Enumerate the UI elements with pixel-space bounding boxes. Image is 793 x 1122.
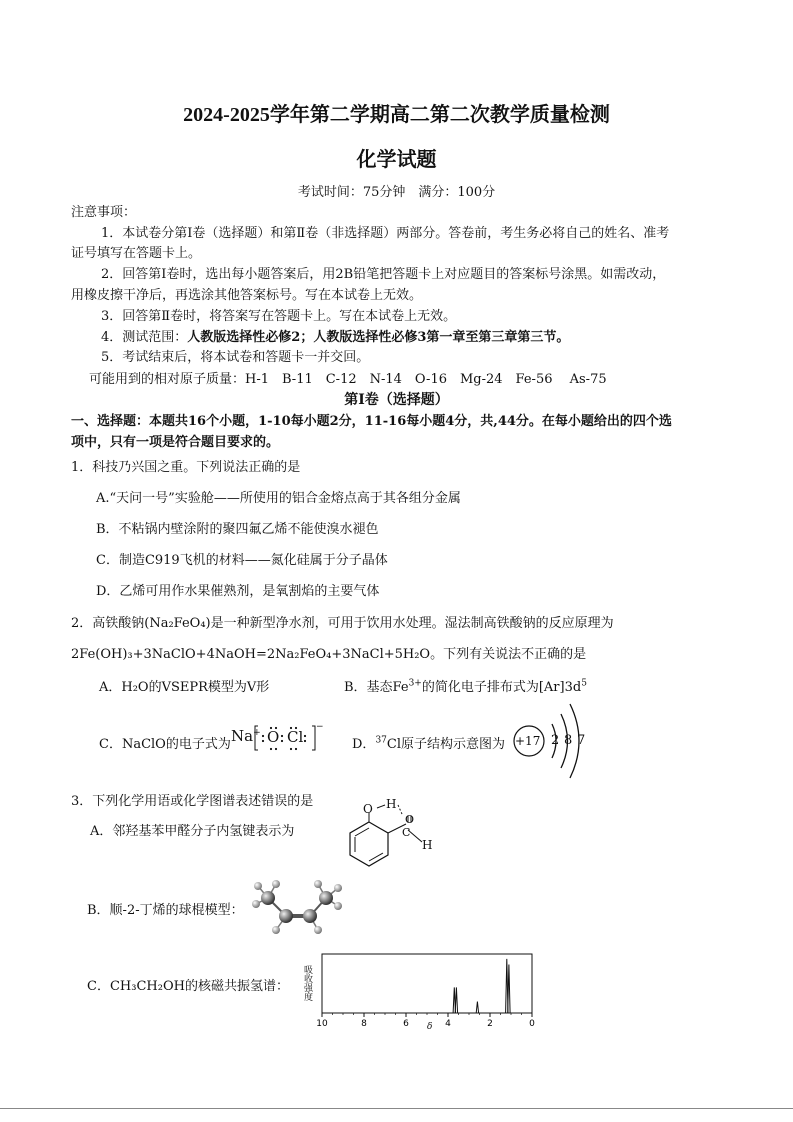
hypochlorite-charge: − [316,722,324,732]
note-4-scope: 人教版选择性必修2；人教版选择性必修3第一章至第三章第三节。 [187,330,570,345]
q1-option-c: C．制造C919飞机的材料——氮化硅属于分子晶体 [96,553,388,568]
note-2a: 2．回答第Ⅰ卷时，选出每小题答案后，用2B铅笔把答题卡上对应题目的答案标号涂黑。如需改动， [101,267,666,282]
nmr-x-label: δ [427,1022,433,1032]
hydroxyl-h: H [386,797,397,811]
nmr-x-tick-label: 6 [403,1019,409,1029]
nmr-peak [508,965,510,1013]
atomic-masses: 可能用到的相对原子质量：H-1 B-11 C-12 N-14 O-16 Mg-24 Fe-56 As-75 [89,372,607,387]
q1-option-a: A.“天问一号”实验舱——所使用的铝合金熔点高于其各组分金属 [96,491,461,506]
nmr-x-tick-label: 2 [487,1019,493,1029]
nmr-y-label: 吸收强度 [302,965,312,1001]
q2-d-pre: D． [352,737,376,752]
section-title: 第Ⅰ卷（选择题） [344,392,449,408]
q2-option-a: A．H₂O的VSEPR模型为V形 [99,680,270,695]
q1-stem: 1．科技乃兴国之重。下列说法正确的是 [71,460,301,475]
nmr-x-tick-label: 8 [361,1019,367,1029]
q3-option-a: A．邻羟基苯甲醛分子内氢键表示为 [90,824,295,839]
note-4 [101,326,569,345]
q2-d-text: Cl原子结构示意图为 [386,737,505,752]
section-instructions-b: 项中，只有一项是符合题目要求的。 [71,435,280,450]
note-5: 5．考试结束后，将本试卷和答题卡一并交回。 [101,350,370,365]
na-charge: + [253,728,261,738]
nmr-plot-frame [322,954,532,1013]
q2-option-b [344,676,587,695]
cis-2-butene-model [248,872,344,938]
q2-b-post: 的简化电子排布式为[Ar]3d [421,680,582,695]
hydroxyl-o: O [363,802,373,816]
o-symbol: O [267,728,280,746]
q3-c-pre: C． [87,979,110,994]
na-symbol: Na [231,727,254,745]
q2-stem-a: 2．高铁酸钠(Na₂FeO₄)是一种新型净水剂，可用于饮用水处理。湿法制高铁酸钠的反应原理为 [71,616,614,631]
q1-option-b: B．不粘锅内壁涂附的聚四氟乙烯不能使溴水褪色 [96,522,379,537]
aldehyde-c: C [402,826,411,839]
note-1a: 1．本试卷分第Ⅰ卷（选择题）和第Ⅱ卷（非选择题）两部分。答卷前，考生务必将自己的姓名、准考 [101,226,670,241]
note-4-prefix: 4．测试范围： [101,330,188,345]
shell-2-electrons: 8 [564,733,573,748]
shell-3-electrons: 7 [577,733,586,748]
nmr-peak [455,987,457,1013]
note-2b: 用橡皮擦干净后，再选涂其他答案标号。写在本试卷上无效。 [71,288,423,303]
exam-info: 考试时间：75分钟 满分：100分 [297,185,496,200]
page-title: 2024-2025学年第二学期高二第二次教学质量检测 [183,104,610,126]
notes-heading: 注意事项： [71,205,137,220]
shell-1-electrons: 2 [551,733,560,748]
q2-stem-b: 2Fe(OH)₃+3NaClO+4NaOH=2Na₂FeO₄+3NaCl+5H₂O。下列有关说法不正确的是 [71,647,587,662]
q2-option-d-label [352,733,505,752]
page-bottom-rule [0,1108,793,1109]
page-subtitle: 化学试题 [356,149,437,171]
q2-d-mass: 37 [375,735,387,746]
aldehyde-o: O [405,813,415,826]
nucleus-charge: +17 [515,734,541,748]
q3-stem: 3．下列化学用语或化学图谱表述错误的是 [71,794,314,809]
q3-option-b: B．顺-2-丁烯的球棍模型： [87,903,244,918]
note-1b: 证号填写在答题卡上。 [71,246,202,261]
q2-b-exp: 5 [581,678,587,689]
ethanol-formula: CH₃CH₂OH [109,979,185,994]
nmr-x-tick-label: 4 [445,1019,451,1029]
nmr-spectrum-chart [300,950,545,1036]
q2-option-c-label: C．NaClO的电子式为 [99,737,231,752]
nmr-x-tick-label: 0 [529,1019,535,1029]
cl-symbol: Cl [287,728,304,746]
q3-option-c [87,975,289,994]
q2-b-pre: B．基态Fe [344,680,409,695]
aldehyde-h: H [422,838,433,852]
nmr-peak [476,1002,478,1013]
q1-option-d: D．乙烯可用作水果催熟剂，是氧割焰的主要气体 [96,584,380,599]
q3-c-post: 的核磁共振氢谱： [184,979,289,994]
q2-b-charge: 3+ [408,678,422,689]
section-instructions-a: 一、选择题：本题共16个小题，1-10每小题2分，11-16每小题4分，共,44分。在每小题给出的四个选 [71,414,672,429]
note-3: 3．回答第Ⅱ卷时，将答案写在答题卡上。写在本试卷上无效。 [101,309,457,324]
nmr-x-tick-label: 10 [316,1019,328,1029]
